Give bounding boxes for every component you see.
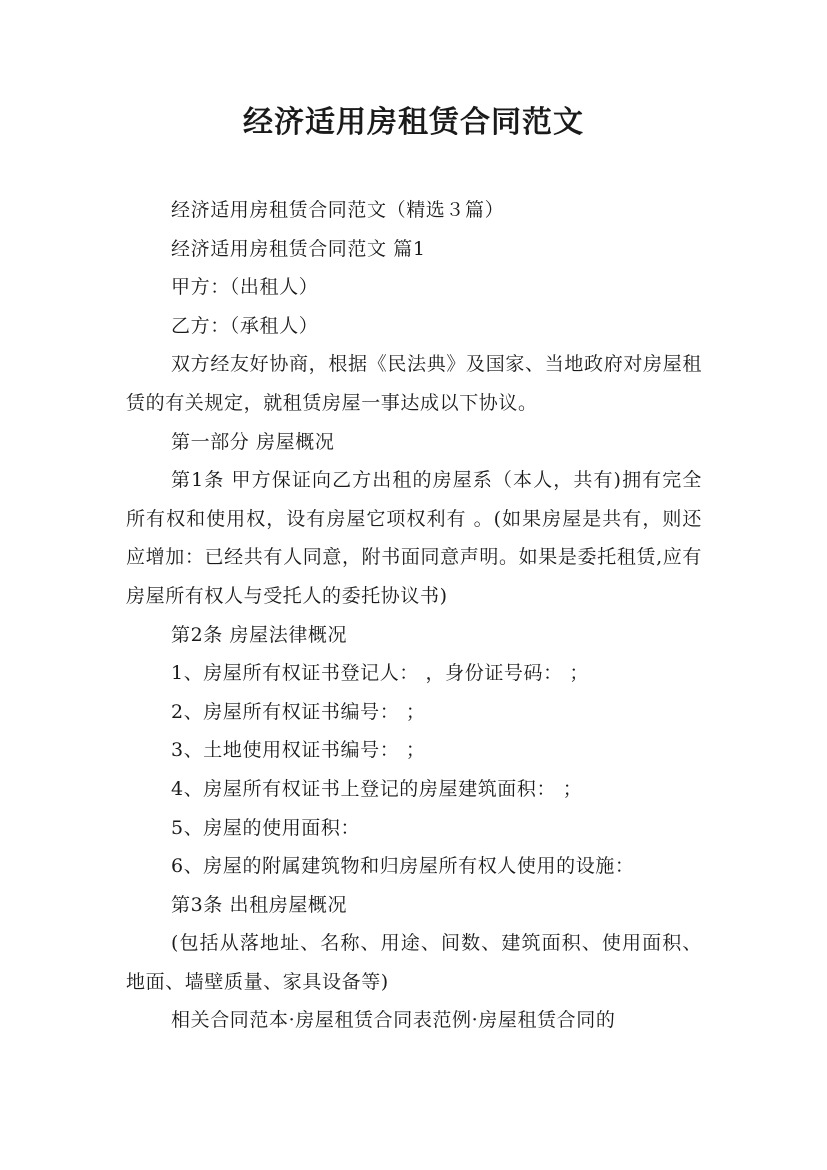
paragraph-section-heading: 经济适用房租赁合同范文 篇1 bbox=[171, 237, 426, 260]
paragraph-item-3: 3、土地使用权证书编号： ； bbox=[171, 739, 426, 762]
paragraph-subtitle: 经济适用房租赁合同范文（精选３篇） bbox=[171, 199, 505, 221]
paragraph-item-1: 1、房屋所有权证书登记人： ，身份证号码： ； bbox=[171, 662, 589, 685]
paragraph-article-3-heading: 第3条 出租房屋概况 bbox=[171, 893, 348, 916]
paragraph-party-b: 乙方：（承租人） bbox=[171, 314, 319, 337]
paragraph-item-6: 6、房屋的附属建筑物和归房屋所有权人使用的设施： bbox=[171, 855, 635, 878]
paragraph-item-5: 5、房屋的使用面积： bbox=[171, 816, 361, 839]
paragraph-item-2: 2、房屋所有权证书编号： ； bbox=[171, 700, 426, 723]
paragraph-agreement-intro: 双方经友好协商，根据《民法典》及国家、当地政府对房屋租赁的有关规定，就租赁房屋一事达成以下协议。 bbox=[126, 353, 702, 414]
document-title: 经济适用房租赁合同范文 bbox=[243, 105, 584, 140]
paragraph-article-1: 第1条 甲方保证向乙方出租的房屋系（本人，共有)拥有完全所有权和使用权，设有房屋它项权利有 。(如果房屋是共有，则还应增加：已经共有人同意，附书面同意声明。如果是委托租赁,应有房屋所有权人与受托人的委托协议书) bbox=[126, 469, 702, 607]
paragraph-item-4: 4、房屋所有权证书上登记的房屋建筑面积： ； bbox=[171, 777, 583, 800]
document-body bbox=[126, 191, 702, 1040]
paragraph-part-one-heading: 第一部分 房屋概况 bbox=[171, 430, 335, 453]
paragraph-party-a: 甲方：（出租人） bbox=[171, 276, 319, 299]
paragraph-related-templates: 相关合同范本·房屋租赁合同表范例·房屋租赁合同的 bbox=[171, 1009, 616, 1032]
paragraph-article-2-heading: 第2条 房屋法律概况 bbox=[171, 623, 348, 646]
paragraph-article-3-details: (包括从落地址、名称、用途、间数、建筑面积、使用面积、地面、墙壁质量、家具设备等) bbox=[126, 932, 702, 993]
